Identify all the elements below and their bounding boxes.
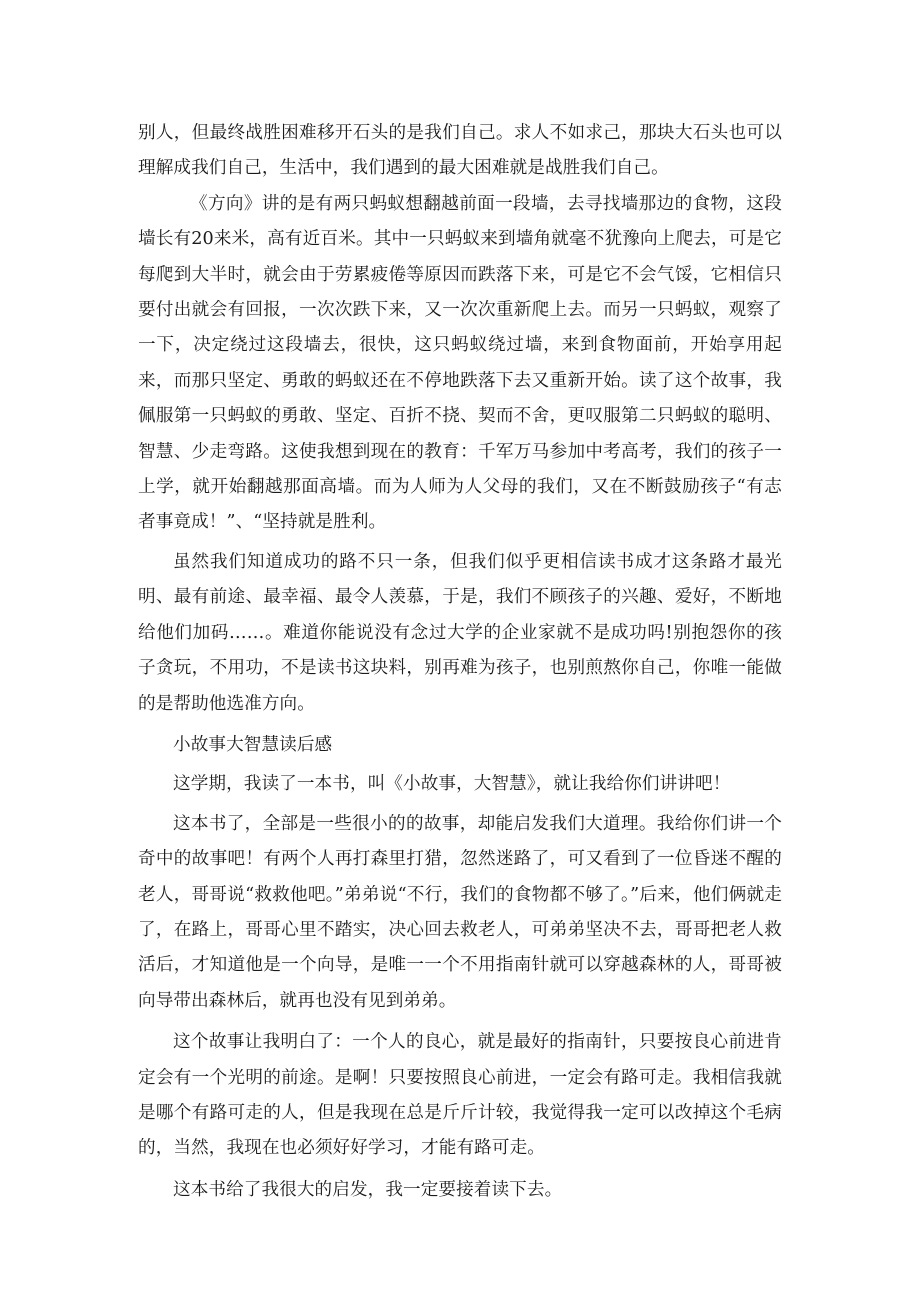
paragraph-direction-story: 《方向》讲的是有两只蚂蚁想翻越前面一段墙，去寻找墙那边的食物，这段墙长有20来米，高有近百米。其中一只蚂蚁来到墙角就毫不犹豫向上爬去，可是它每爬到大半时，就会由于劳累疲倦等原因而跌落下来，可是它不会气馁，它相信只要付出就会有回报，一次次跌下来，又一次次重新爬上去。而另一只蚂蚁，观察了一下，决定绕过这段墙去，很快，这只蚂蚁绕过墙，来到食物面前，开始享用起来，而那只坚定、勇敢的蚂蚁还在不停地跌落下去又重新开始。读了这个故事，我佩服第一只蚂蚁的勇敢、坚定、百折不挠、契而不舍，更叹服第二只蚂蚁的聪明、智慧、少走弯路。这使我想到现在的教育：千军万马参加中考高考，我们的孩子一上学，就开始翻越那面高墙。而为人师为人父母的我们，又在不断鼓励孩子“有志者事竟成！”、“坚持就是胜利。 bbox=[138, 193, 782, 533]
paragraph-conscience-lesson: 这个故事让我明白了：一个人的良心，就是最好的指南针，只要按良心前进肯定会有一个光明的前途。是啊！只要按照良心前进，一定会有路可走。我相信我就是哪个有路可走的人，但是我现在总是斤斤计较，我觉得我一定可以改掉这个毛病的，当然，我现在也必须好好学习，才能有路可走。 bbox=[138, 1032, 782, 1159]
paragraph-continuation: 别人，但最终战胜困难移开石头的是我们自己。求人不如求己，那块大石头也可以理解成我们自己，生活中，我们遇到的最大困难就是战胜我们自己。 bbox=[138, 123, 782, 179]
document-body bbox=[138, 116, 782, 1208]
paragraph-success-paths: 虽然我们知道成功的路不只一条，但我们似乎更相信读书成才这条路才最光明、最有前途、最幸福、最令人羡慕，于是，我们不顾孩子的兴趣、爱好，不断地给他们加码……。难道你能说没有念过大学的企业家就不是成功吗!别抱怨你的孩子贪玩，不用功，不是读书这块料，别再难为孩子，也别煎熬你自己，你唯一能做的是帮助他选准方向。 bbox=[138, 551, 782, 714]
paragraph-hunting-story: 这本书了，全部是一些很小的的故事，却能启发我们大道理。我给你们讲一个奇中的故事吧！有两个人再打森里打猎，忽然迷路了，可又看到了一位昏迷不醒的老人，哥哥说“救救他吧。”弟弟说“不行，我们的食物都不够了。”后来，他们俩就走了，在路上，哥哥心里不踏实，决心回去救老人，可弟弟坚决不去，哥哥把老人救活后，才知道他是一个向导，是唯一一个不用指南针就可以穿越森林的人，哥哥被向导带出森林后，就再也没有见到弟弟。 bbox=[138, 813, 782, 1011]
section-heading: 小故事大智慧读后感 bbox=[173, 734, 333, 755]
paragraph-book-intro: 这学期，我读了一本书，叫《小故事，大智慧》，就让我给你们讲讲吧！ bbox=[173, 774, 731, 795]
paragraph-conclusion: 这本书给了我很大的启发，我一定要接着读下去。 bbox=[173, 1179, 563, 1200]
